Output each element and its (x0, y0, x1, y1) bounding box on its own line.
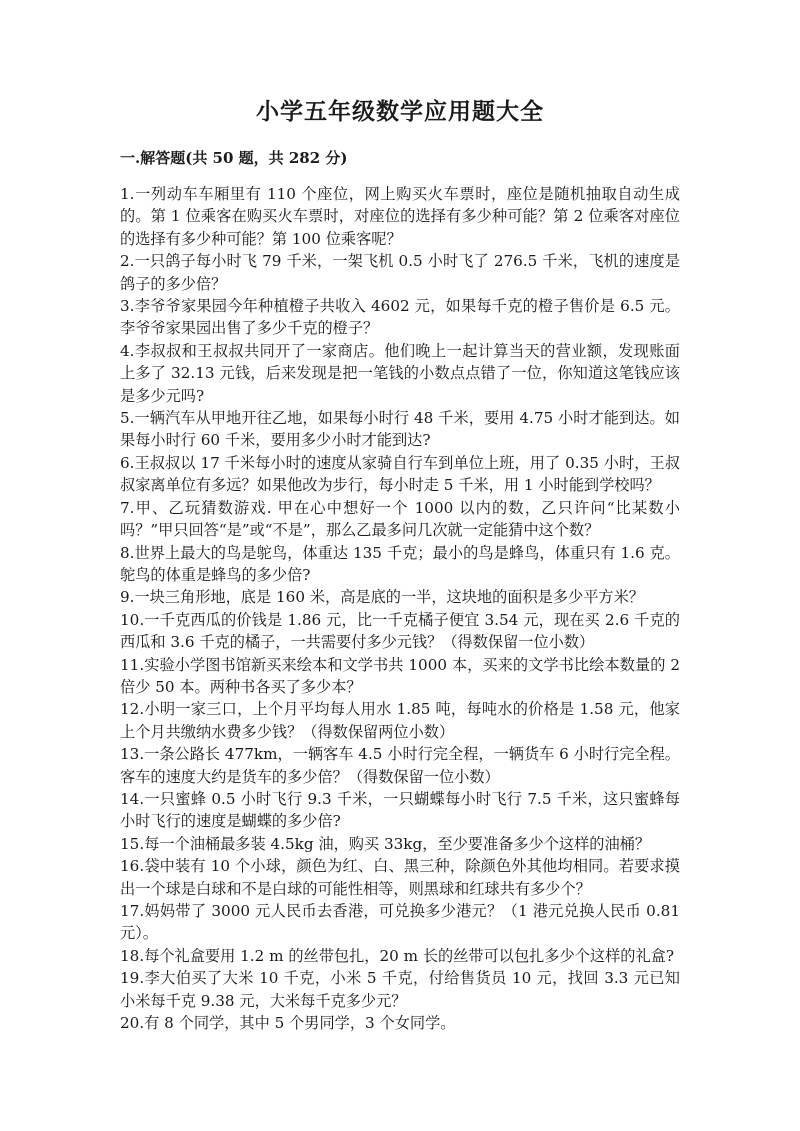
page-title: 小学五年级数学应用题大全 (256, 98, 544, 125)
question-item: 2.一只鸽子每小时飞 79 千米，一架飞机 0.5 小时飞了 276.5 千米，飞机的速度是鸽子的多少倍？ (120, 252, 680, 293)
question-item: 7.甲、乙玩猜数游戏. 甲在心中想好一个 1000 以内的数，乙只许问“比某数小吗？”甲只回答“是”或“不是”，那么乙最多问几次就一定能猜中这个数？ (120, 498, 680, 540)
question-item: 13.一条公路长 477km，一辆客车 4.5 小时行完全程，一辆货车 6 小时行完全程。客车的速度大约是货车的多少倍？（得数保留一位小数） (120, 745, 680, 786)
question-item: 15.每一个油桶最多装 4.5kg 油，购买 33kg，至少要准备多少个这样的油桶？ (120, 834, 651, 853)
question-item: 14.一只蜜蜂 0.5 小时飞行 9.3 千米，一只蝴蝶每小时飞行 7.5 千米，这只蜜蜂每小时飞行的速度是蝴蝶的多少倍? (120, 789, 680, 831)
question-item: 20.有 8 个同学，其中 5 个男同学，3 个女同学。 (120, 1014, 456, 1033)
question-item: 4.李叔叔和王叔叔共同开了一家商店。他们晚上一起计算当天的营业额，发现账面上多了 32.13 元钱，后来发现是把一笔钱的小数点点错了一位，你知道这笔钱应该是多少元吗? (120, 341, 680, 405)
question-item: 18.每个礼盒要用 1.2 m 的丝带包扎，20 m 长的丝带可以包扎多少个这样的礼盒? (120, 946, 674, 965)
question-item: 11.实验小学图书馆新买来绘本和文学书共 1000 本，买来的文学书比绘本数量的 2 倍少 50 本。两种书各买了多少本？ (120, 655, 680, 696)
question-item: 1.一列动车车厢里有 110 个座位，网上购买火车票时，座位是随机抽取自动生成的。第 1 位乘客在购买火车票时，对座位的选择有多少种可能？第 2 位乘客对座位的选择有多少种可能？第 100 位乘客呢？ (120, 185, 680, 248)
question-item: 3.李爷爷家果园今年种植橙子共收入 4602 元，如果每千克的橙子售价是 6.5 元。李爷爷家果园出售了多少千克的橙子？ (120, 297, 680, 338)
question-item: 8.世界上最大的鸟是鸵鸟，体重达 135 千克；最小的鸟是蜂鸟，体重只有 1.6 克。鸵鸟的体重是蜂鸟的多少倍? (120, 543, 680, 584)
question-item: 16.袋中装有 10 个小球，颜色为红、白、黑三种，除颜色外其他均相同。若要求摸出一个球是白球和不是白球的可能性相等，则黑球和红球共有多少个？ (120, 857, 680, 898)
question-item: 19.李大伯买了大米 10 千克，小米 5 千克，付给售货员 10 元，找回 3.3 元已知小米每千克 9.38 元，大米每千克多少元？ (120, 969, 680, 1010)
question-list (120, 183, 680, 1034)
question-item: 6.王叔叔以 17 千米每小时的速度从家骑自行车到单位上班，用了 0.35 小时，王叔叔家离单位有多远？如果他改为步行，每小时走 5 千米，用 1 小时能到学校吗？ (120, 453, 680, 495)
question-item: 12.小明一家三口，上个月平均每人用水 1.85 吨，每吨水的价格是 1.58 元，他家上个月共缴纳水费多少钱？（得数保留两位小数） (120, 700, 680, 741)
question-item: 9.一块三角形地，底是 160 米，高是底的一半，这块地的面积是多少平方米？ (120, 588, 644, 607)
question-item: 5.一辆汽车从甲地开往乙地，如果每小时行 48 千米，要用 4.75 小时才能到达。如果每小时行 60 千米，要用多少小时才能到达? (120, 409, 680, 450)
question-item: 10.一千克西瓜的价钱是 1.86 元，比一千克橘子便宜 3.54 元，现在买 2.6 千克的西瓜和 3.6 千克的橘子，一共需要付多少元钱？（得数保留一位小数） (120, 610, 680, 652)
question-item: 17.妈妈带了 3000 元人民币去香港，可兑换多少港元？（1 港元兑换人民币 0.81 元）。 (120, 902, 680, 943)
section-heading: 一.解答题(共 50 题，共 282 分) (120, 149, 348, 167)
